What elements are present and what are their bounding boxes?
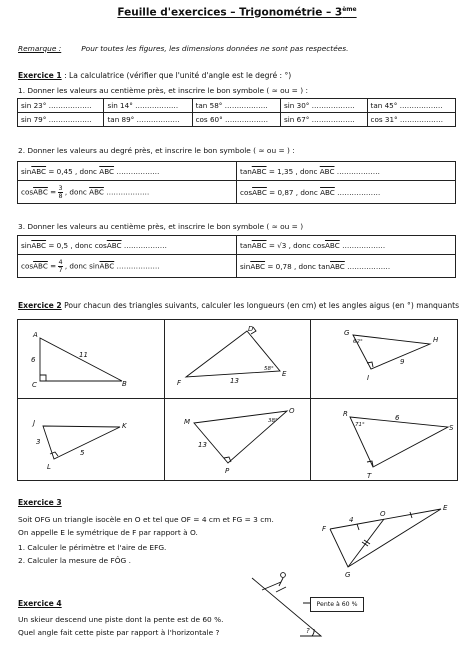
exercise-3-item-1: 1. Calculer le périmètre et l'aire de EFG.: [18, 543, 167, 552]
table-cell: sin 14° ………………: [104, 99, 192, 113]
svg-text:G: G: [345, 571, 351, 579]
svg-text:13: 13: [230, 377, 239, 385]
svg-text:F: F: [322, 525, 327, 533]
table-cell: sin 79° ………………: [18, 113, 104, 127]
svg-text:F: F: [177, 379, 182, 387]
svg-text:O: O: [289, 407, 295, 415]
svg-text:K: K: [122, 422, 127, 430]
table-cell: sin 30° ………………: [281, 99, 367, 113]
question-1-2: 2. Donner les valeurs au degré près, et inscrire le bon symbole ( ≈ ou = ) :: [18, 146, 295, 155]
svg-text:A: A: [33, 331, 38, 339]
exercise-3-heading: Exercice 3: [18, 498, 62, 507]
table-cell: $\sin\overline{ABC} = 0,45$ , donc $\overline{ABC}$ ………………: [18, 162, 237, 181]
triangle-ghi: [353, 335, 430, 369]
page-title: Feuille d'exercices – Trigonométrie – 3ème: [117, 6, 357, 19]
svg-text:T: T: [367, 472, 372, 480]
svg-text:11: 11: [79, 351, 88, 359]
table-cell: sin 23° ………………: [18, 99, 104, 113]
svg-text:5: 5: [80, 449, 85, 457]
svg-text:B: B: [122, 380, 127, 388]
svg-text:H: H: [433, 336, 439, 344]
exercise-3-item-2: 2. Calculer la mesure de FÔG .: [18, 556, 131, 565]
exercise-4-line-1: Un skieur descend une piste dont la pente est de 60 %.: [18, 615, 224, 624]
table-cell: $\cos\overline{ABC}$ = $\frac{4}{7}$ , donc $\sin\overline{ABC}$ ………………: [18, 255, 237, 278]
table-cell: tan 89° ………………: [104, 113, 192, 127]
svg-text:D: D: [248, 325, 254, 333]
table-cell: $\sin\overline{ABC} = 0,5$ , donc $\cos\overline{ABC}$ ………………: [18, 236, 237, 255]
slope-label: Pente à 60 %: [310, 597, 364, 612]
svg-text:58°: 58°: [264, 366, 274, 372]
svg-text:S: S: [449, 424, 454, 432]
svg-text:9: 9: [400, 358, 405, 366]
exercise-1-heading: Exercice 1 : La calculatrice (vérifier que l'unité d'angle est le degré : °): [18, 71, 292, 80]
svg-text:C: C: [32, 381, 37, 389]
table-cell: sin 67° ………………: [281, 113, 367, 127]
table-cell: $\sin\overline{ABC} = 0,78$ , donc $\tan\overline{ABC}$ ………………: [237, 255, 456, 278]
table-cell: cos 31° ………………: [367, 113, 455, 127]
remark: Remarque : Pour toutes les figures, les dimensions données ne sont pas respectées.: [18, 44, 349, 53]
skier-icon: [281, 573, 286, 578]
svg-text:6: 6: [31, 356, 36, 364]
svg-text:P: P: [225, 467, 230, 475]
svg-text:G: G: [344, 329, 350, 337]
exercise-2-heading: Exercice 2 Pour chacun des triangles suivants, calculer les longueurs (en cm) et les angles aigus (en °) manquants: [18, 301, 460, 310]
svg-text:6: 6: [395, 414, 400, 422]
exercise-3-line-2: On appelle E le symétrique de F par rapport à O.: [18, 528, 198, 537]
svg-text:62°: 62°: [353, 339, 363, 345]
exercise-4-line-2: Quel angle fait cette piste par rapport à l'horizontale ?: [18, 628, 220, 637]
table-cell: cos 60° ………………: [192, 113, 280, 127]
question-1-3: 3. Donner les valeurs au centième près, et inscrire le bon symbole ( ≈ ou = ): [18, 222, 304, 231]
table-cell: tan 45° ………………: [367, 99, 455, 113]
svg-text:71°: 71°: [355, 422, 365, 428]
table-cell: $\cos\overline{ABC} = 0,87$ , donc $\overline{ABC}$ ………………: [237, 181, 456, 204]
question-1-1: 1. Donner les valeurs au centième près, et inscrire le bon symbole ( ≈ ou = ) :: [18, 86, 308, 95]
table-cell: $\cos\overline{ABC}$ = $\frac{3}{8}$ , donc $\overline{ABC}$ ………………: [18, 181, 237, 204]
svg-text:E: E: [443, 504, 448, 512]
svg-text:?: ?: [306, 627, 310, 635]
svg-text:4: 4: [349, 516, 354, 524]
svg-text:L: L: [47, 463, 51, 471]
svg-text:O: O: [380, 510, 386, 518]
exercise-4-heading: Exercice 4: [18, 599, 62, 608]
svg-text:I: I: [367, 374, 370, 382]
table-cell: $\tan\overline{ABC} = √3$ , donc $\cos\overline{ABC}$ ………………: [237, 236, 456, 255]
svg-text:J: J: [33, 419, 36, 427]
triangle-abc: [40, 338, 122, 381]
svg-text:E: E: [282, 370, 287, 378]
svg-text:M: M: [184, 418, 191, 426]
table-cell: $\tan\overline{ABC} = 1,35$ , donc $\overline{ABC}$ ………………: [237, 162, 456, 181]
svg-text:13: 13: [198, 441, 207, 449]
exercise-3-line-1: Soit OFG un triangle isocèle en O et tel que OF = 4 cm et FG = 3 cm.: [18, 515, 274, 524]
svg-text:3: 3: [36, 438, 41, 446]
table-cell: tan 58° ………………: [192, 99, 280, 113]
svg-text:38°: 38°: [268, 418, 278, 424]
svg-text:R: R: [343, 410, 348, 418]
